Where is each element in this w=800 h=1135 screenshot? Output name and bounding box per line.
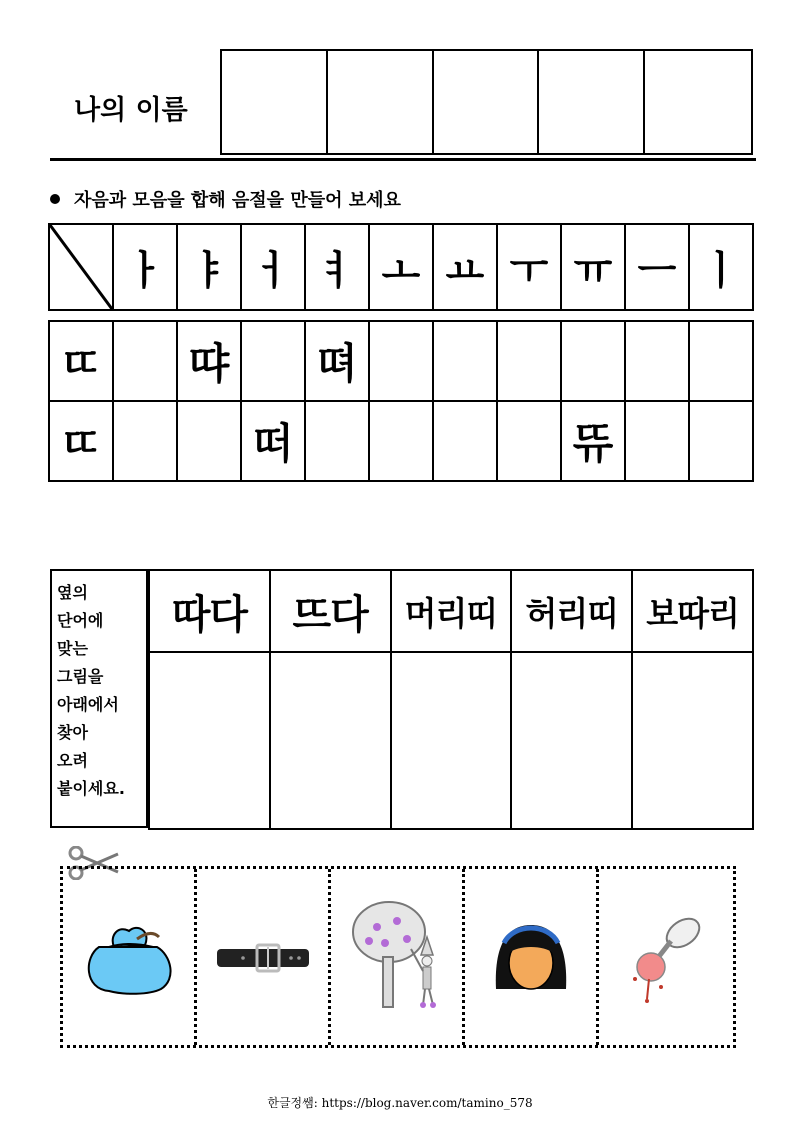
syllable-cell[interactable] <box>433 401 497 481</box>
name-box[interactable] <box>645 51 751 153</box>
picture-drop-cell[interactable] <box>391 652 512 829</box>
syllable-cell[interactable] <box>497 321 561 401</box>
vowel-header-table <box>48 223 754 311</box>
syllable-cell[interactable] <box>625 321 689 401</box>
syllable-cell[interactable] <box>497 401 561 481</box>
name-box[interactable] <box>539 51 645 153</box>
cutout-card[interactable] <box>465 869 599 1045</box>
syllable-cell[interactable] <box>113 321 177 401</box>
name-box[interactable] <box>434 51 540 153</box>
syllable-cell[interactable] <box>113 401 177 481</box>
syllable-cell[interactable] <box>241 321 305 401</box>
word-cell: 허리띠 <box>511 570 632 652</box>
diagonal-line-icon <box>50 225 112 309</box>
vowel-cell: ㅜ <box>497 224 561 310</box>
instruction-line: 오려 <box>57 751 88 770</box>
headband-girl-icon <box>486 917 576 997</box>
instruction-line: 맞는 <box>57 639 88 658</box>
word-cell: 보따리 <box>632 570 753 652</box>
cutout-card[interactable] <box>197 869 331 1045</box>
bullet-icon <box>50 194 60 204</box>
instruction-line: 단어에 <box>57 611 104 630</box>
cutout-strip <box>60 866 736 1048</box>
word-cell: 머리띠 <box>391 570 512 652</box>
syllable-row <box>49 321 753 401</box>
instruction-line: 붙이세요. <box>57 779 125 798</box>
instruction-line: 찾아 <box>57 723 88 742</box>
name-label: 나의 이름 <box>74 95 188 126</box>
consonant-cell: ㄸ <box>49 401 113 481</box>
bundle-icon <box>79 917 179 997</box>
picture-drop-cell[interactable] <box>270 652 391 829</box>
syllable-cell[interactable]: 뜌 <box>561 401 625 481</box>
syllable-cell[interactable] <box>625 401 689 481</box>
syllable-cell[interactable] <box>689 401 753 481</box>
vowel-cell: ㅓ <box>241 224 305 310</box>
instruction <box>50 186 401 212</box>
syllable-row <box>49 401 753 481</box>
name-box[interactable] <box>328 51 434 153</box>
syllable-cell[interactable] <box>433 321 497 401</box>
matching-instruction <box>50 569 148 828</box>
name-boxes <box>220 49 753 155</box>
vowel-cell: ㅠ <box>561 224 625 310</box>
consonant-cell: ㄸ <box>49 321 113 401</box>
syllable-cell[interactable] <box>369 401 433 481</box>
syllable-cell[interactable]: 땨 <box>177 321 241 401</box>
picture-drop-cell[interactable] <box>632 652 753 829</box>
word-matching-table <box>148 569 754 830</box>
ice-cream-icon <box>621 907 711 1007</box>
instruction-line: 그림을 <box>57 667 104 686</box>
syllable-cell[interactable]: 뗘 <box>305 321 369 401</box>
syllable-cell[interactable]: 떠 <box>241 401 305 481</box>
syllable-table <box>48 320 754 482</box>
vowel-cell: ㅏ <box>113 224 177 310</box>
syllable-cell[interactable] <box>305 401 369 481</box>
word-cell: 뜨다 <box>270 570 391 652</box>
vowel-cell: ㅡ <box>625 224 689 310</box>
picture-drop-cell[interactable] <box>149 652 270 829</box>
instruction-text: 자음과 모음을 합해 음절을 만들어 보세요 <box>74 190 401 211</box>
name-box[interactable] <box>222 51 328 153</box>
syllable-cell[interactable] <box>177 401 241 481</box>
vowel-cell: ㅛ <box>433 224 497 310</box>
diagonal-corner-cell <box>49 224 113 310</box>
vowel-cell: ㅕ <box>305 224 369 310</box>
instruction-line: 아래에서 <box>57 695 119 714</box>
instruction-line: 옆의 <box>57 583 88 602</box>
word-cell: 따다 <box>149 570 270 652</box>
footer-credit: 한글정쌤: https://blog.naver.com/tamino_578 <box>267 1096 533 1110</box>
syllable-cell[interactable] <box>689 321 753 401</box>
vowel-cell: ㅗ <box>369 224 433 310</box>
belt-icon <box>213 937 313 977</box>
cutout-card[interactable] <box>331 869 465 1045</box>
vowel-cell: ㅑ <box>177 224 241 310</box>
vowel-cell: ㅣ <box>689 224 753 310</box>
divider <box>50 158 756 161</box>
cutout-card[interactable] <box>63 869 197 1045</box>
cutout-card[interactable] <box>599 869 733 1045</box>
syllable-cell[interactable] <box>369 321 433 401</box>
syllable-cell[interactable] <box>561 321 625 401</box>
picture-drop-cell[interactable] <box>511 652 632 829</box>
fruit-tree-picking-icon <box>347 897 447 1017</box>
